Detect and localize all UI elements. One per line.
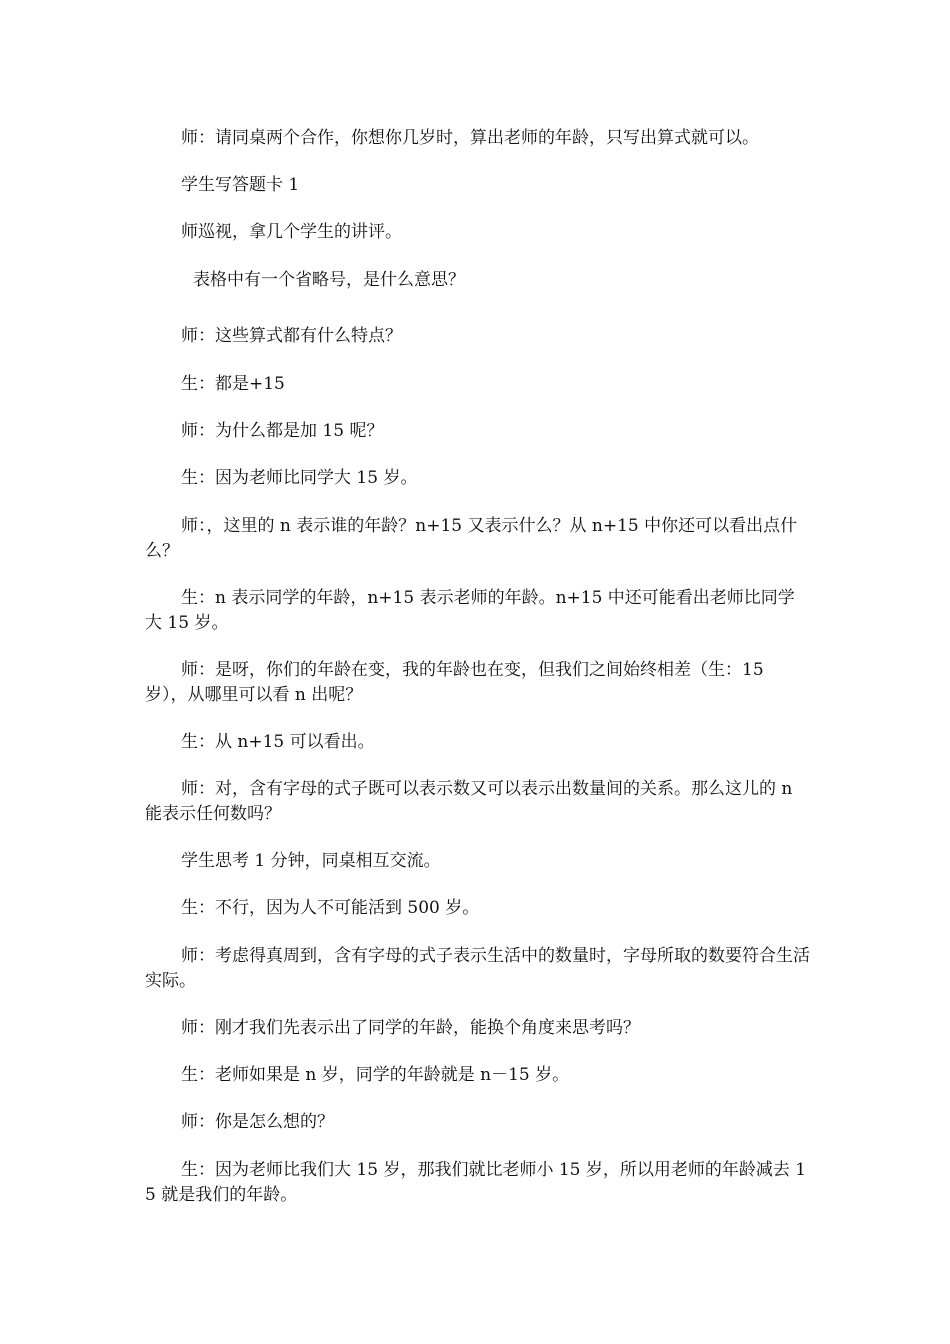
- paragraph-2: 学生写答题卡 1: [181, 175, 300, 195]
- paragraph-20: 生：因为老师比我们大 15 岁，那我们就比老师小 15 岁，所以用老师的年龄减去 15 就是我们的年龄。: [145, 1160, 807, 1205]
- paragraph-14: 学生思考 1 分钟，同桌相互交流。: [181, 851, 441, 871]
- paragraph-4: 表格中有一个省略号，是什么意思？: [193, 270, 465, 290]
- paragraph-11: 师：是呀，你们的年龄在变，我的年龄也在变，但我们之间始终相差（生：15 岁），从哪里可以看 n 出呢？: [145, 660, 764, 705]
- paragraph-7: 师：为什么都是加 15 呢？: [181, 421, 384, 441]
- paragraph-8: 生：因为老师比同学大 15 岁。: [181, 468, 418, 488]
- paragraph-18: 生：老师如果是 n 岁，同学的年龄就是 n－15 岁。: [181, 1065, 570, 1085]
- paragraph-5: 师：这些算式都有什么特点？: [181, 326, 402, 346]
- paragraph-13: 师：对，含有字母的式子既可以表示数又可以表示出数量间的关系。那么这儿的 n 能表示任何数吗？: [145, 779, 793, 824]
- paragraph-12: 生：从 n+15 可以看出。: [181, 732, 375, 752]
- paragraph-10: 生：n 表示同学的年龄，n+15 表示老师的年龄。n+15 中还可能看出老师比同学大 15 岁。: [145, 588, 795, 633]
- paragraph-19: 师：你是怎么想的？: [181, 1112, 334, 1132]
- paragraph-3: 师巡视，拿几个学生的讲评。: [181, 222, 402, 242]
- paragraph-16: 师：考虑得真周到，含有字母的式子表示生活中的数量时，字母所取的数要符合生活实际。: [145, 946, 810, 991]
- paragraph-9: 师：，这里的 n 表示谁的年龄？n+15 又表示什么？从 n+15 中你还可以看出点什么？: [145, 516, 798, 561]
- paragraph-15: 生：不行，因为人不可能活到 500 岁。: [181, 898, 480, 918]
- paragraph-6: 生：都是+15: [181, 374, 285, 394]
- paragraph-17: 师：刚才我们先表示出了同学的年龄，能换个角度来思考吗？: [181, 1018, 640, 1038]
- paragraph-1: 师：请同桌两个合作，你想你几岁时，算出老师的年龄，只写出算式就可以。: [181, 128, 759, 148]
